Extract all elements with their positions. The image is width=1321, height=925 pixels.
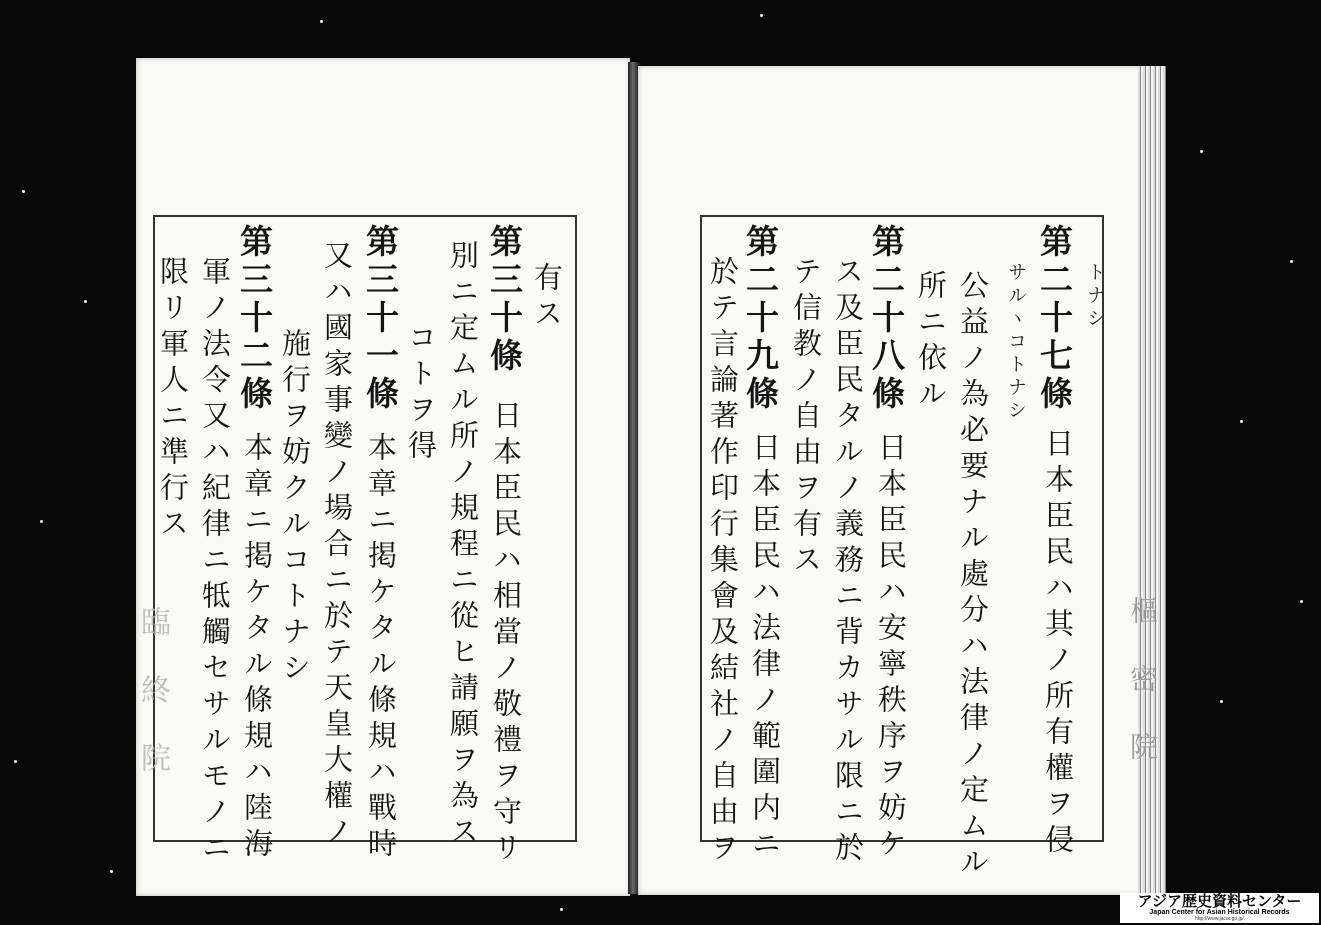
article-28-heading: 第二十八條 (867, 224, 906, 414)
right-col-13: 於テ言論著作印行集會及結社ノ自由ヲ (706, 256, 740, 868)
article-32-heading: 第三十二條 (235, 224, 274, 414)
watermark-japanese: アジア歴史資料センター (1137, 892, 1302, 910)
watermark-english: Japan Center for Asian Historical Records (1149, 909, 1290, 916)
right-col-3: 日本臣民ハ其ノ所有權ヲ侵 (1041, 428, 1075, 860)
right-col-6: 所ニ依ル (914, 270, 948, 414)
left-col-9: 施行ヲ妨クルコトナシ (278, 328, 312, 688)
article-27-heading: 第二十七條 (1035, 224, 1074, 414)
watermark-url: http://www.jacar.go.jp/ (1195, 916, 1244, 922)
left-col-11: 本章ニ掲ケタル條規ハ陸海 (240, 432, 274, 864)
left-col-12: 軍ノ法令又ハ紀律ニ牴觸セサルモノニ (198, 256, 232, 868)
right-col-5: 公益ノ為必要ナル處分ハ法律ノ定ムル (956, 270, 990, 882)
right-col-1: トナシ (1084, 262, 1106, 331)
left-col-7: 本章ニ掲ケタル條規ハ戰時 (364, 432, 398, 864)
right-col-9: ス及臣民タルノ義務ニ背カサル限ニ於 (831, 256, 865, 868)
left-col-3: 日本臣民ハ相當ノ敬禮ヲ守リ (489, 400, 523, 868)
right-show-through-text: 樞密院 (1126, 596, 1159, 800)
article-31-heading: 第三十一條 (361, 224, 400, 414)
left-col-8: 又ハ國家事變ノ場合ニ於テ天皇大權ノ (320, 240, 354, 852)
left-col-13: 限リ軍人ニ準行ス (156, 256, 190, 544)
article-30-heading: 第三十條 (485, 224, 524, 376)
left-col-4: 別ニ定ムル所ノ規程ニ從ヒ請願ヲ為ス (446, 240, 480, 852)
left-show-through-text: 臨終院 (135, 606, 170, 810)
left-col-5: コトヲ得 (404, 322, 438, 466)
jacar-watermark (1120, 893, 1319, 923)
right-col-8: 日本臣民ハ安寧秩序ヲ妨ケ (874, 432, 908, 864)
article-29-heading: 第二十九條 (741, 224, 780, 414)
left-col-1: 有ス (530, 262, 564, 334)
right-col-10: テ信教ノ自由ヲ有ス (789, 256, 823, 580)
right-col-4: サルヽコトナシ (1005, 262, 1027, 423)
right-col-12: 日本臣民ハ法律ノ範圍内ニ (748, 432, 782, 864)
